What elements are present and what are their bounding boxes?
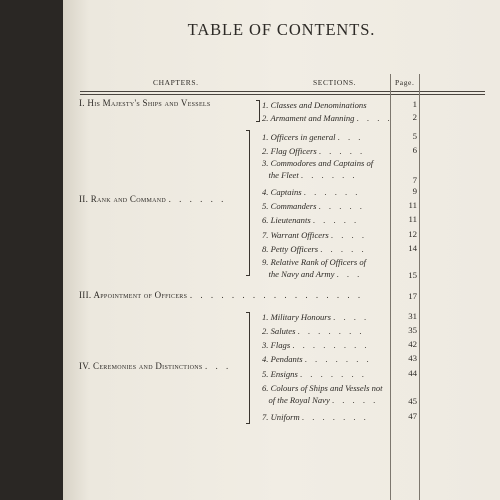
section-page: 31 bbox=[408, 311, 417, 321]
section-item: 7. Warrant Officers . . . . bbox=[262, 230, 367, 240]
section-item: 6. Colours of Ships and Vessels not of the Royal Navy . . . . . bbox=[262, 383, 383, 405]
section-item: 3. Commodores and Captains of the Fleet . . . . . . bbox=[262, 158, 374, 180]
section-page: 9 bbox=[412, 186, 417, 196]
chapter-4: IV. Ceremonies and Distinctions . . . bbox=[79, 361, 232, 371]
chapter-4-brace bbox=[249, 312, 254, 424]
section-page: 35 bbox=[408, 325, 417, 335]
section-page: 2 bbox=[412, 112, 417, 122]
section-item: 1. Officers in general . . . bbox=[262, 132, 364, 142]
section-item: 4. Captains . . . . . . bbox=[262, 187, 361, 197]
chapter-2-brace bbox=[249, 130, 254, 276]
section-item: 3. Flags . . . . . . . . bbox=[262, 340, 370, 350]
header-rule-bottom bbox=[80, 94, 485, 95]
section-page: 44 bbox=[408, 368, 417, 378]
section-item: 1. Classes and Denominations bbox=[262, 100, 367, 110]
section-page: 5 bbox=[412, 131, 417, 141]
section-item: 9. Relative Rank of Officers of the Navy and Army . . . bbox=[262, 257, 367, 279]
page-title: TABLE OF CONTENTS. bbox=[187, 20, 376, 39]
sections-header: SECTIONS. bbox=[313, 78, 357, 87]
chapter-2: II. Rank and Command . . . . . . bbox=[79, 194, 227, 204]
section-item: 5. Ensigns . . . . . . . bbox=[262, 369, 367, 379]
chapter-3: III. Appointment of Officers . . . . . . . . . . . . . . . . . bbox=[79, 290, 364, 300]
chapter-1: I. His Majesty's Ships and Vessels bbox=[79, 98, 211, 108]
section-page: 12 bbox=[408, 229, 417, 239]
section-page: 11 bbox=[408, 214, 417, 224]
section-item: 2. Salutes . . . . . . . bbox=[262, 326, 365, 336]
section-page: 11 bbox=[408, 200, 417, 210]
header-rule-top bbox=[80, 91, 485, 92]
section-item: 8. Petty Officers . . . . . bbox=[262, 244, 367, 254]
book-page bbox=[63, 0, 500, 500]
section-page: 47 bbox=[408, 411, 417, 421]
section-page: 1 bbox=[412, 99, 417, 109]
section-page: 14 bbox=[408, 243, 417, 253]
section-item: 2. Flag Officers . . . . . bbox=[262, 146, 366, 156]
section-page: 7 bbox=[412, 175, 417, 185]
chapter-3-page: 17 bbox=[408, 291, 417, 301]
page-column-edge bbox=[419, 74, 420, 500]
page-column-divider bbox=[390, 74, 391, 500]
section-item: 2. Armament and Manning . . . . bbox=[262, 113, 393, 123]
section-page: 15 bbox=[408, 270, 417, 280]
section-item: 6. Lieutenants . . . . . bbox=[262, 215, 360, 225]
section-item: 5. Commanders . . . . . bbox=[262, 201, 365, 211]
section-page: 42 bbox=[408, 339, 417, 349]
page-header: Page. bbox=[395, 78, 415, 87]
section-item: 7. Uniform . . . . . . . bbox=[262, 412, 369, 422]
section-page: 6 bbox=[412, 145, 417, 155]
section-page: 43 bbox=[408, 353, 417, 363]
chapters-header: CHAPTERS. bbox=[153, 78, 199, 87]
section-item: 1. Military Honours . . . . bbox=[262, 312, 370, 322]
section-page: 45 bbox=[408, 396, 417, 406]
section-item: 4. Pendants . . . . . . . bbox=[262, 354, 372, 364]
